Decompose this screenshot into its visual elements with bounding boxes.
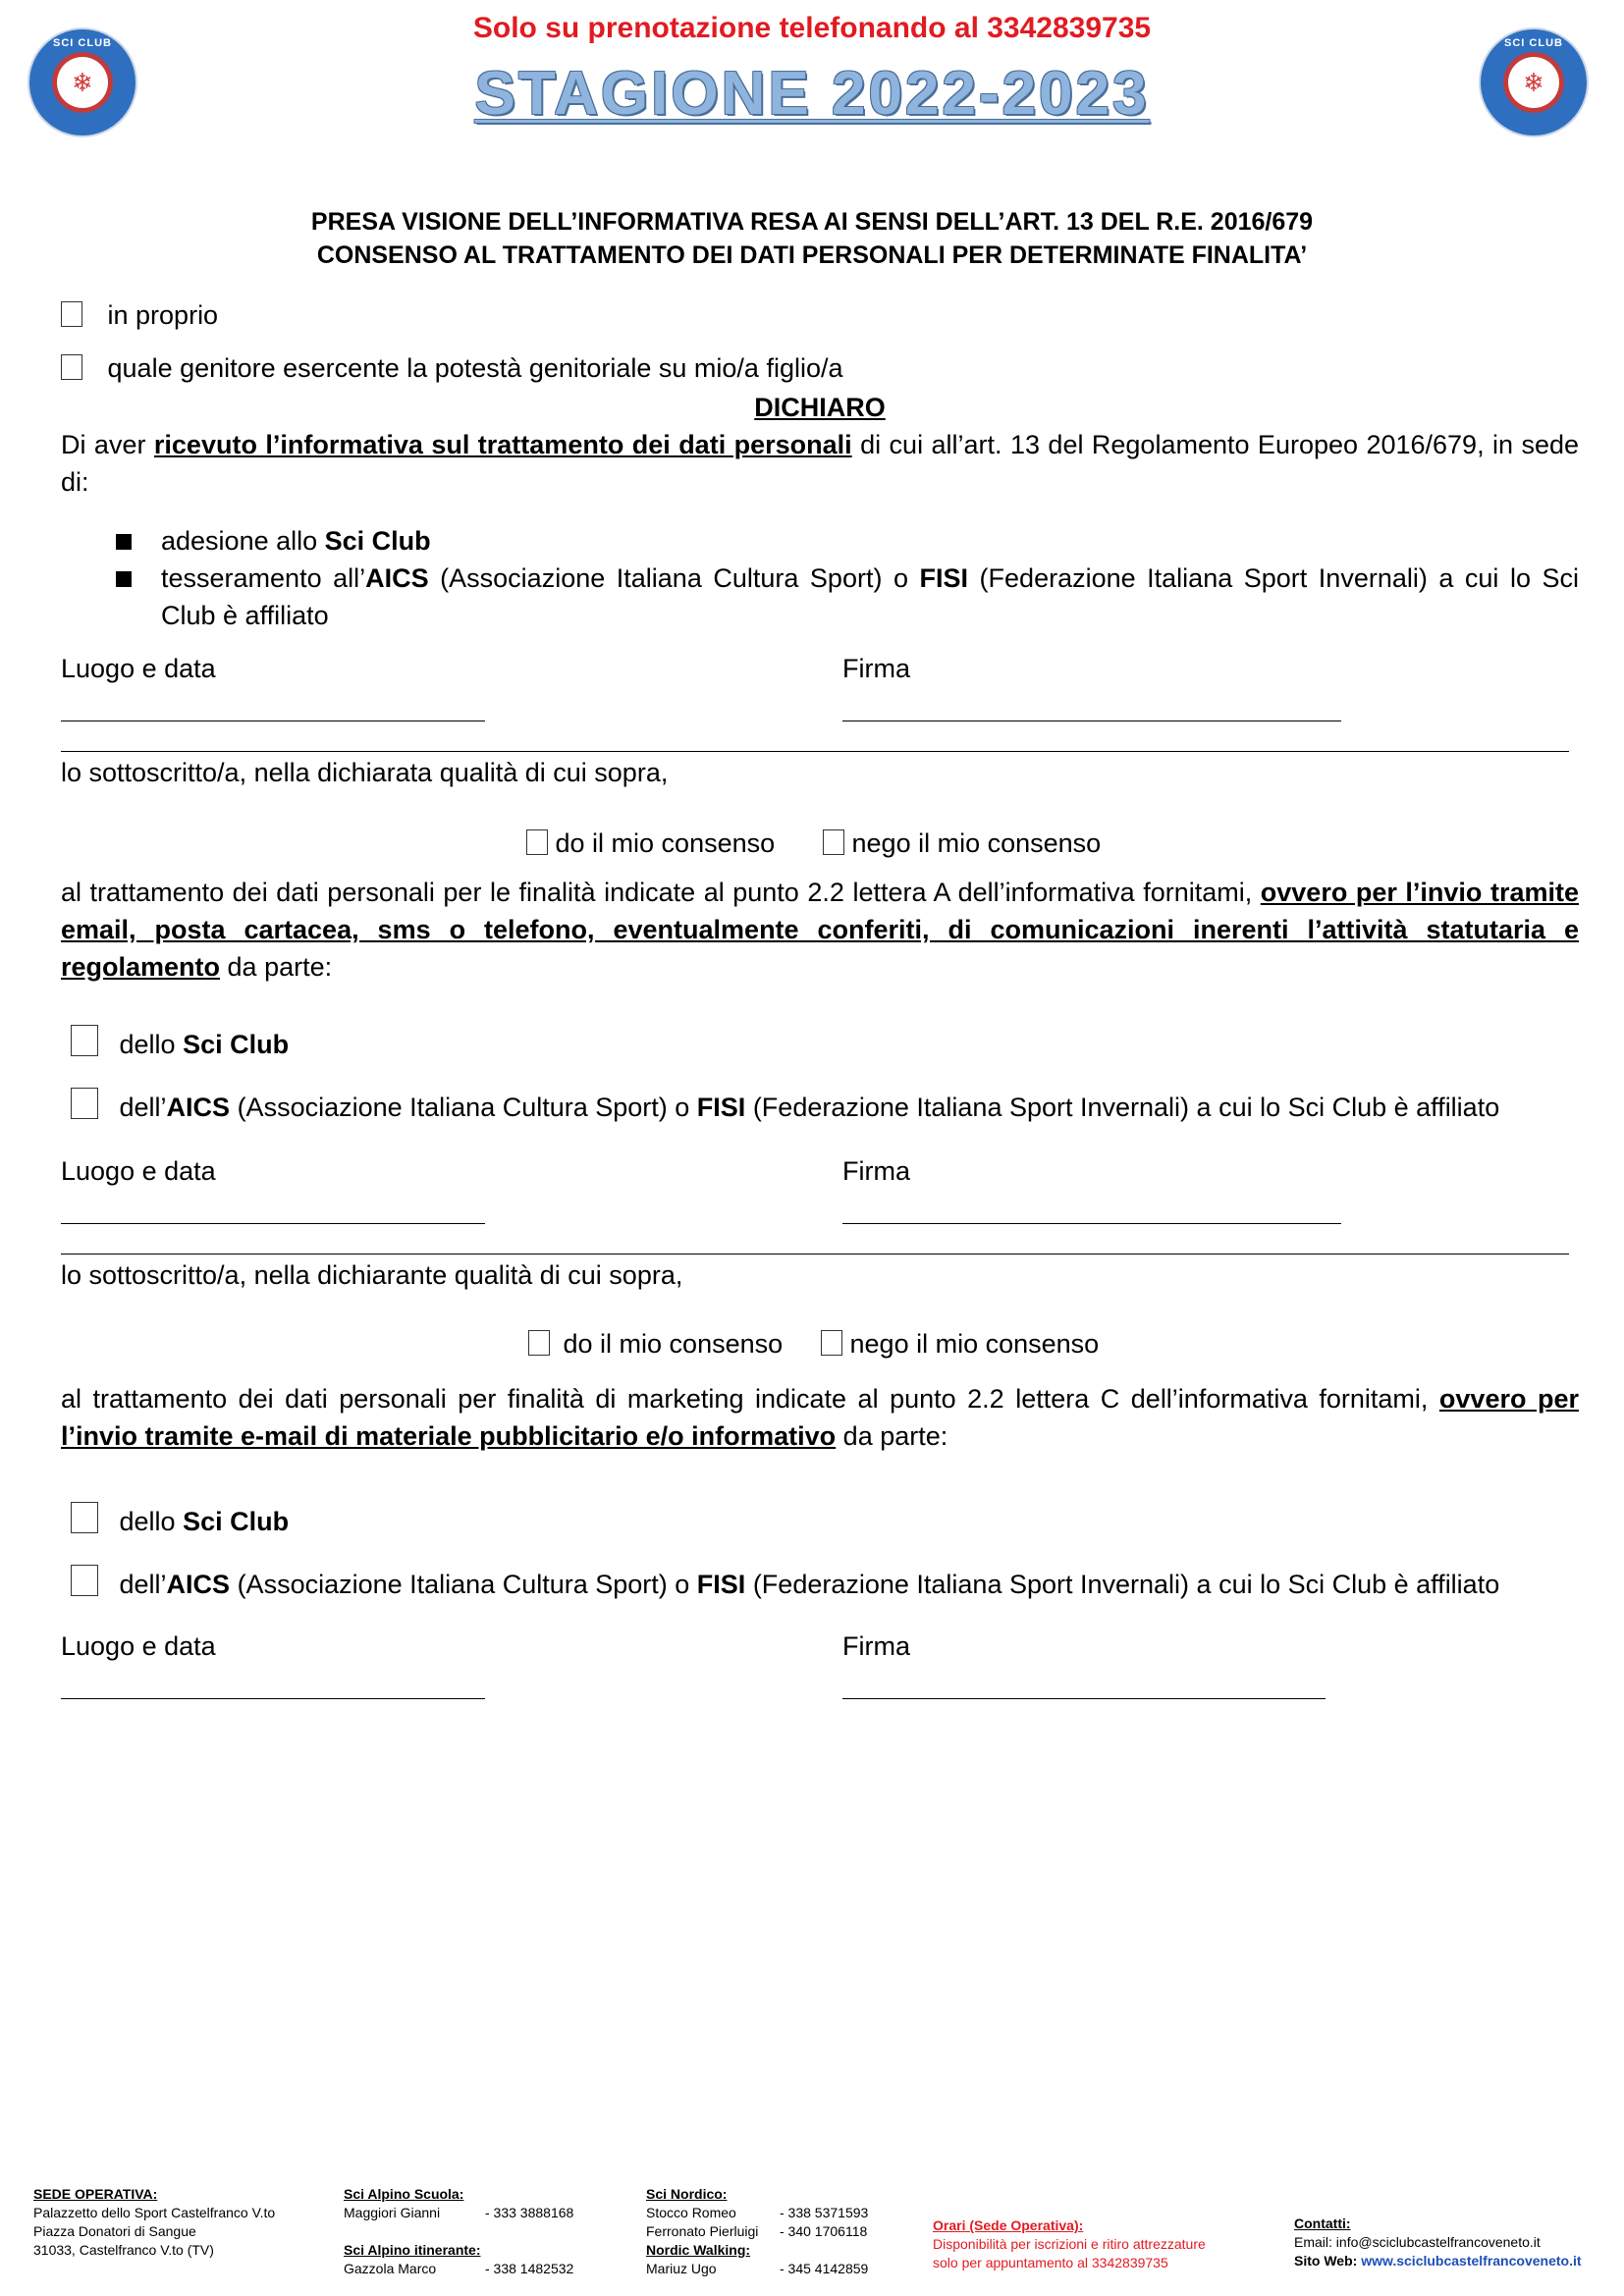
sede-line: 31033, Castelfranco V.to (TV)	[33, 2242, 214, 2258]
contact-phone: - 340 1706118	[780, 2223, 868, 2239]
luogo-data-label: Luogo e data	[61, 1156, 216, 1186]
deny-option[interactable]	[823, 825, 1101, 862]
luogo-data-label: Luogo e data	[61, 654, 216, 683]
option-label: quale genitore esercente la potestà genitoriale su mio/a figlio/a	[107, 353, 843, 383]
firma-label: Firma	[842, 654, 910, 683]
decl-text: Di aver	[61, 430, 154, 459]
party-text: (Federazione Italiana Sport Invernali) a cui lo Sci Club è affiliato	[745, 1570, 1500, 1599]
deny-label: nego il mio consenso	[851, 828, 1102, 858]
bullet-marker	[116, 522, 132, 560]
contact-name: Maggiori Gianni	[344, 2205, 441, 2220]
contact-name: Stocco Romeo	[646, 2205, 736, 2220]
contact-phone: - 338 5371593	[780, 2205, 869, 2220]
party-text: (Associazione Italiana Cultura Sport) o	[230, 1570, 697, 1599]
decl-bold: ricevuto l’informativa sul trattamento dei dati personali	[153, 430, 852, 459]
sede-line: Palazzetto dello Sport Castelfranco V.to	[33, 2205, 276, 2220]
sci-club-label: Sci Club	[183, 1507, 290, 1536]
undersigned-text: lo sottoscritto/a, nella dichiarante qualità di cui sopra,	[61, 1260, 683, 1290]
checkbox[interactable]	[71, 1565, 98, 1596]
nordico-title: Sci Nordico:	[646, 2186, 728, 2202]
footer-alpino	[344, 2185, 573, 2278]
firma-line[interactable]	[842, 1698, 1326, 1699]
firma-label: Firma	[842, 1156, 910, 1186]
party-text: dello	[119, 1507, 184, 1536]
email-label: Email:	[1294, 2234, 1336, 2250]
website-link[interactable]: www.sciclubcastelfrancoveneto.it	[1361, 2253, 1582, 2269]
checkbox[interactable]	[71, 1088, 98, 1119]
nordic-walking-title: Nordic Walking:	[646, 2242, 751, 2258]
purpose-text: al trattamento dei dati personali per le finalità indicate al punto 2.2 lettera A dell’informativa fornitami,	[61, 878, 1261, 907]
fisi-label: FISI	[696, 1570, 746, 1599]
aics-label: AICS	[166, 1093, 231, 1122]
contact-name: Gazzola Marco	[344, 2261, 437, 2276]
party-text: (Federazione Italiana Sport Invernali) a cui lo Sci Club è affiliato	[745, 1093, 1500, 1122]
sci-club-label: Sci Club	[183, 1030, 290, 1059]
aics-label: AICS	[166, 1570, 231, 1599]
contact-name: Mariuz Ugo	[646, 2261, 717, 2276]
contact-phone: - 333 3888168	[485, 2205, 574, 2220]
decl-text-end: di cui all’art. 13 del Regolamento Europeo 2016/679, in sede di:	[61, 430, 1580, 497]
checkbox[interactable]	[823, 829, 844, 855]
heading-informativa: PRESA VISIONE DELL’INFORMATIVA RESA AI SENSI DELL’ART. 13 DEL R.E. 2016/679	[310, 208, 1314, 236]
checkbox[interactable]	[71, 1025, 98, 1056]
footer-sede	[33, 2185, 275, 2260]
fisi-label: FISI	[919, 563, 969, 593]
purpose-text-end: da parte:	[220, 952, 333, 982]
checkbox[interactable]	[71, 1502, 98, 1533]
bullet-text: adesione allo	[161, 526, 325, 556]
luogo-line[interactable]	[61, 1223, 485, 1224]
aics-label: AICS	[365, 563, 429, 593]
party-text: dell’	[119, 1093, 167, 1122]
consent-label: do il mio consenso	[563, 1329, 784, 1359]
fisi-label: FISI	[696, 1093, 746, 1122]
option-in-proprio[interactable]	[61, 296, 218, 334]
bullet-adesione	[161, 522, 431, 560]
snowflake-icon: ❄	[1508, 57, 1559, 108]
deny-label: nego il mio consenso	[849, 1329, 1100, 1359]
orari-line: Disponibilità per iscrizioni e ritiro attrezzature	[933, 2236, 1206, 2252]
orari-line: solo per appuntamento al 3342839735	[933, 2255, 1168, 2270]
party-aics-fisi[interactable]	[71, 1088, 1499, 1126]
purpose-text-end: da parte:	[836, 1421, 948, 1451]
bullet-bold: Sci Club	[324, 526, 431, 556]
separator	[61, 751, 1569, 752]
luogo-line[interactable]	[61, 1698, 485, 1699]
bullet-text: tesseramento all’	[161, 563, 366, 593]
party-sci-club[interactable]	[71, 1025, 289, 1063]
sede-line: Piazza Donatori di Sangue	[33, 2223, 196, 2239]
web-label: Sito Web:	[1294, 2253, 1362, 2269]
heading-consenso: CONSENSO AL TRATTAMENTO DEI DATI PERSONALI PER DETERMINATE FINALITA’	[316, 241, 1308, 269]
purpose-bold: ovvero per l’invio tramite email, posta cartacea, sms o telefono, eventualmente conferiti, di comunicazioni inerenti l’attività statutaria e regolamento	[61, 878, 1579, 982]
alpino-scuola-title: Sci Alpino Scuola:	[344, 2186, 464, 2202]
party-text: dell’	[119, 1570, 167, 1599]
undersigned-text: lo sottoscritto/a, nella dichiarata qualità di cui sopra,	[61, 758, 669, 787]
bullet-text: (Federazione Italiana Sport Invernali) a cui lo Sci Club è affiliato	[161, 563, 1580, 630]
bullet-marker	[116, 560, 132, 597]
luogo-data-label: Luogo e data	[61, 1631, 216, 1661]
contact-phone: - 338 1482532	[485, 2261, 574, 2276]
separator	[61, 1254, 1569, 1255]
season-title: STAGIONE 2022-2023	[474, 60, 1150, 128]
contact-name: Ferronato Pierluigi	[646, 2223, 759, 2239]
firma-line[interactable]	[842, 1223, 1341, 1224]
footer-orari	[933, 2216, 1206, 2272]
deny-option[interactable]	[821, 1325, 1099, 1362]
checkbox[interactable]	[61, 301, 82, 327]
party-text: dello	[119, 1030, 184, 1059]
declaration-paragraph	[61, 426, 1579, 501]
checkbox[interactable]	[61, 354, 82, 380]
purpose-text: al trattamento dei dati personali per finalità di marketing indicate al punto 2.2 lettera C dell’informativa fornitami,	[61, 1384, 1439, 1414]
logo-text: SCI CLUB	[53, 37, 112, 49]
bullet-tesseramento	[161, 560, 1579, 634]
purpose-paragraph-c	[61, 1380, 1579, 1455]
checkbox[interactable]	[526, 829, 548, 855]
snowflake-icon: ❄	[57, 57, 108, 108]
firma-label: Firma	[842, 1631, 910, 1661]
checkbox[interactable]	[528, 1330, 550, 1356]
party-sci-club[interactable]	[71, 1502, 289, 1540]
contact-phone: - 345 4142859	[780, 2261, 869, 2276]
option-label: in proprio	[107, 300, 219, 330]
sede-title: SEDE OPERATIVA:	[33, 2186, 158, 2202]
email-link[interactable]: info@sciclubcastelfrancoveneto.it	[1335, 2234, 1541, 2250]
purpose-bold: ovvero per l’invio tramite e-mail di materiale pubblicitario e/o informativo	[61, 1384, 1579, 1451]
party-aics-fisi[interactable]	[71, 1565, 1499, 1603]
consent-label: do il mio consenso	[555, 828, 776, 858]
checkbox[interactable]	[821, 1330, 842, 1356]
option-genitore[interactable]	[61, 349, 843, 387]
contatti-title: Contatti:	[1294, 2216, 1351, 2231]
alpino-itinerante-title: Sci Alpino itinerante:	[344, 2242, 481, 2258]
footer-contatti	[1294, 2215, 1582, 2270]
party-text: (Associazione Italiana Cultura Sport) o	[230, 1093, 697, 1122]
booking-notice: Solo su prenotazione telefonando al 3342839735	[472, 12, 1152, 44]
dichiaro-heading: DICHIARO	[754, 393, 886, 422]
bullet-text: (Associazione Italiana Cultura Sport) o	[428, 563, 920, 593]
logo-text: SCI CLUB	[1504, 37, 1563, 49]
footer-nordico	[646, 2185, 868, 2278]
purpose-paragraph-a	[61, 874, 1579, 986]
orari-title: Orari (Sede Operativa):	[933, 2217, 1084, 2233]
consent-option[interactable]	[528, 1325, 783, 1362]
consent-option[interactable]	[526, 825, 775, 862]
